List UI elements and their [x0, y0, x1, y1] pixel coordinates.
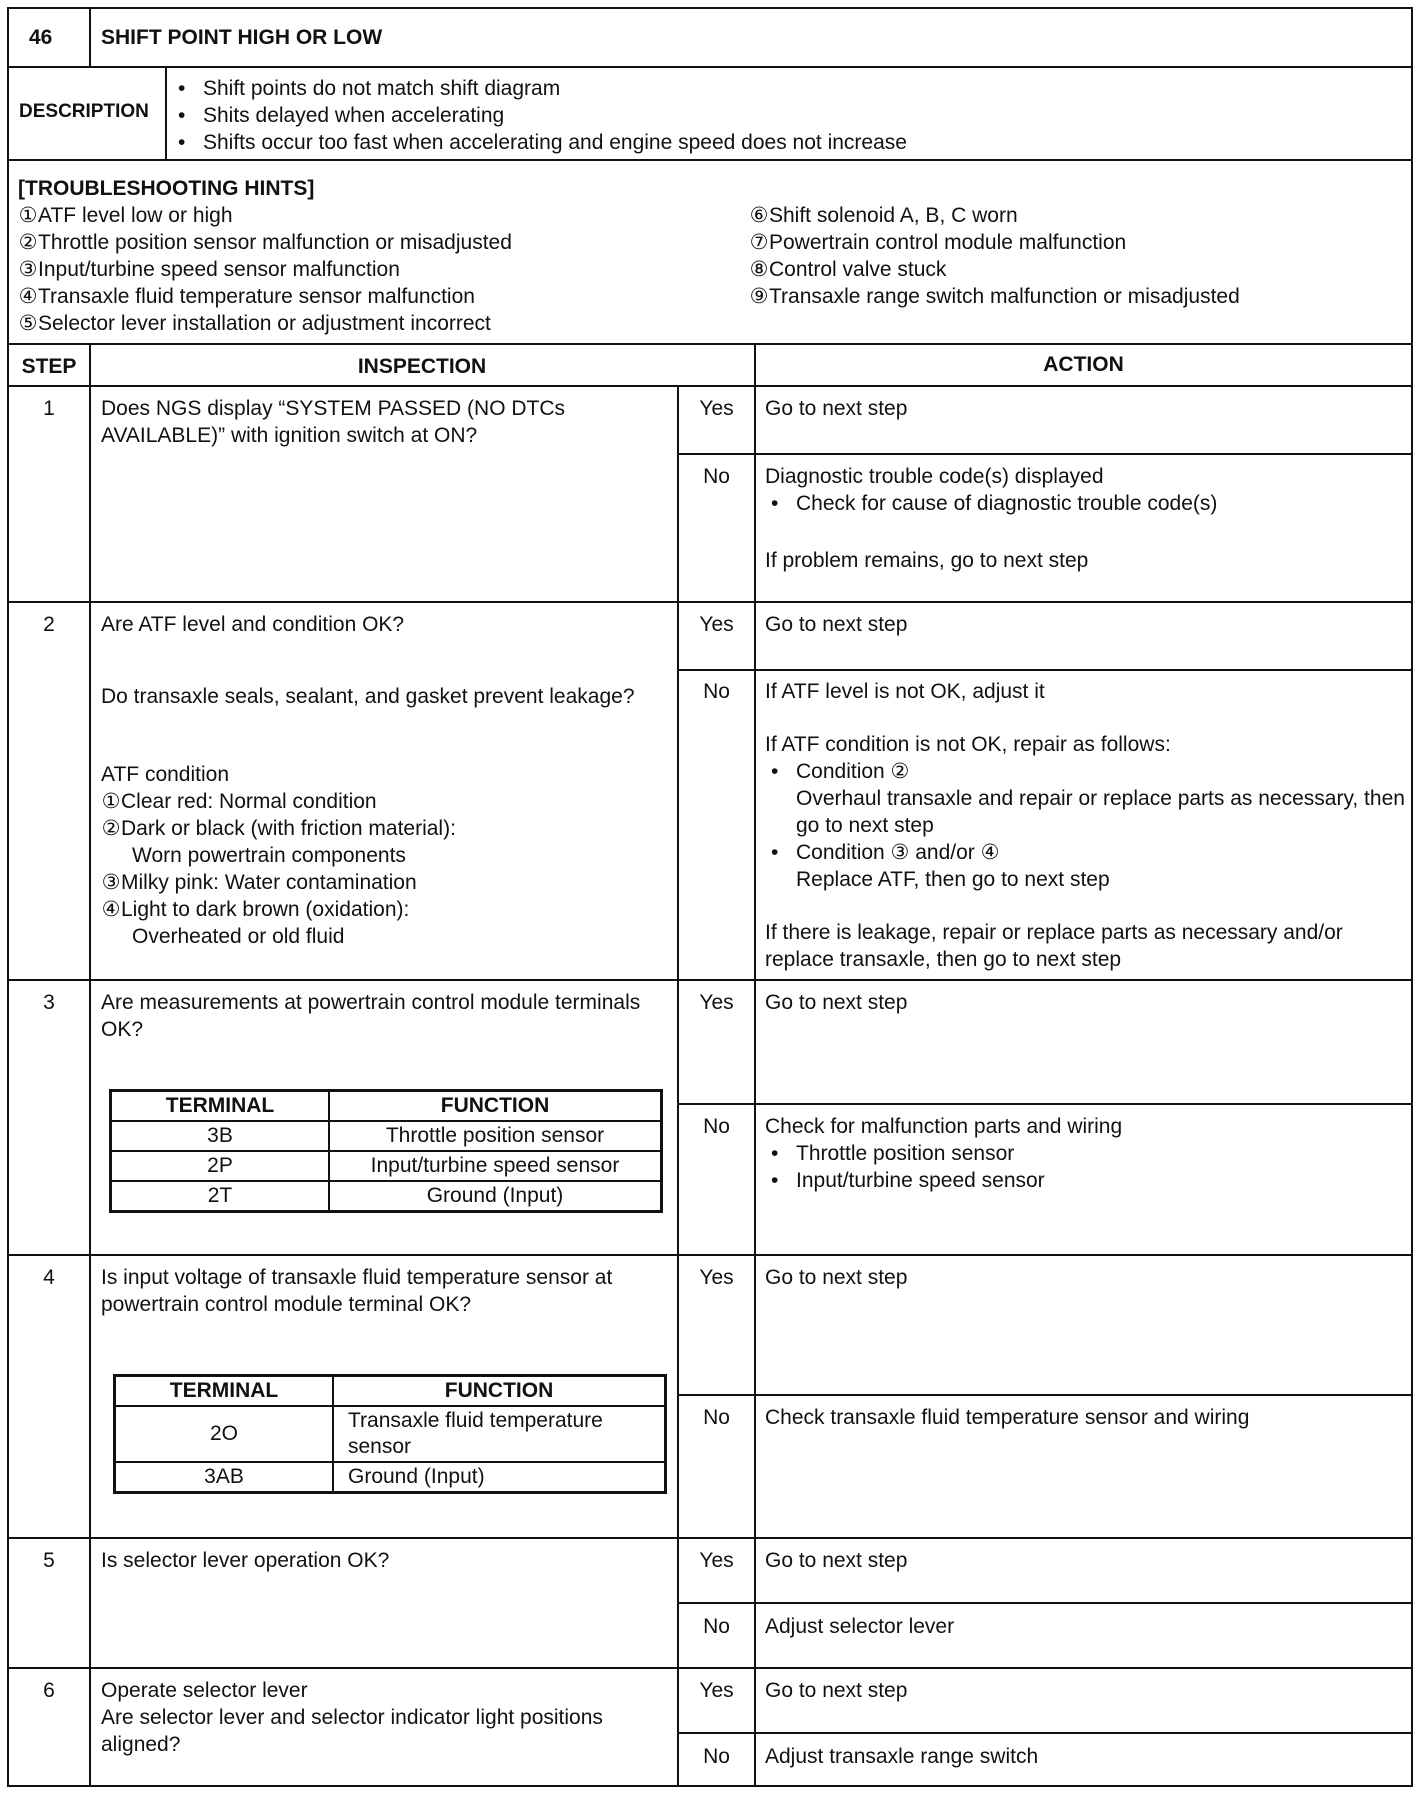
table-row: 3AB Ground (Input): [115, 1462, 666, 1493]
description-item: • Shifts occur too fast when accelerating and engine speed does not increase: [172, 129, 1372, 156]
terminal-table: [113, 1374, 667, 1494]
step-number: 5: [43, 1549, 55, 1572]
header-row: [9, 9, 1411, 68]
step-number: 4: [43, 1266, 55, 1289]
step-2-row: [9, 603, 1411, 981]
atf-condition-list: ATF condition ①Clear red: Normal condition ②Dark or black (with friction material): Worn powertrain components ③Milky pink: Water contamination ④Light to dark brown (oxidation): Overheated or old fluid: [101, 763, 456, 948]
no-action: Check for malfunction parts and wiring • Throttle position sensor • Input/turbine speed sensor: [765, 1113, 1405, 1194]
step-number: 3: [43, 991, 55, 1014]
yes-action: Go to next step: [765, 1549, 908, 1572]
step-4-row: [9, 1256, 1411, 1539]
description-item: • Shits delayed when accelerating: [172, 102, 1372, 129]
procedure-number: 46: [29, 26, 53, 49]
hints-row: [9, 161, 1411, 345]
troubleshooting-document: [7, 7, 1413, 1787]
hint-item: ⑧Control valve stuck: [749, 258, 947, 281]
inspection-text: Does NGS display “SYSTEM PASSED (NO DTCs AVAILABLE)” with ignition switch at ON?: [101, 397, 566, 447]
no-label: No: [703, 680, 730, 703]
yes-action: Go to next step: [765, 1679, 908, 1702]
step-number: 2: [43, 613, 55, 636]
hints-right-list: [749, 202, 1240, 310]
inspection-text: Is input voltage of transaxle fluid temperature sensor at powertrain control module terminal OK?: [101, 1266, 613, 1316]
step-5-row: [9, 1539, 1411, 1669]
terminal-header: TERMINAL: [115, 1376, 334, 1407]
step-6-row: [9, 1669, 1411, 1785]
hint-item: ①ATF level low or high: [18, 204, 233, 227]
no-action: Adjust selector lever: [765, 1615, 955, 1638]
hint-item: ⑦Powertrain control module malfunction: [749, 231, 1127, 254]
hint-item: ②Throttle position sensor malfunction or misadjusted: [18, 231, 512, 254]
inspection-text: Are ATF level and condition OK?: [101, 613, 405, 636]
inspection-text: Are measurements at powertrain control module terminals OK?: [101, 991, 641, 1041]
hint-item: ④Transaxle fluid temperature sensor malfunction: [18, 285, 475, 308]
hint-item: ⑤Selector lever installation or adjustment incorrect: [18, 312, 491, 335]
description-label: DESCRIPTION: [19, 101, 149, 122]
column-step: STEP: [21, 355, 77, 378]
no-action: Adjust transaxle range switch: [765, 1745, 1039, 1768]
terminal-table: [109, 1089, 663, 1213]
table-row: 2P Input/turbine speed sensor: [111, 1151, 662, 1181]
no-label: No: [703, 1115, 730, 1138]
hint-item: ⑨Transaxle range switch malfunction or misadjusted: [749, 285, 1240, 308]
hints-title: [TROUBLESHOOTING HINTS]: [18, 177, 315, 200]
table-row: 2O Transaxle fluid temperature sensor: [115, 1406, 666, 1462]
no-label: No: [703, 1745, 730, 1768]
table-row: 3B Throttle position sensor: [111, 1121, 662, 1151]
no-label: No: [703, 1615, 730, 1638]
no-action: Check transaxle fluid temperature sensor and wiring: [765, 1406, 1250, 1429]
no-label: No: [703, 465, 730, 488]
hint-item: ③Input/turbine speed sensor malfunction: [18, 258, 400, 281]
step-number: 6: [43, 1679, 55, 1702]
yes-action: Go to next step: [765, 1266, 908, 1289]
column-header-row: [9, 345, 1411, 387]
yes-label: Yes: [699, 1549, 734, 1572]
inspection-text: Do transaxle seals, sealant, and gasket prevent leakage?: [101, 685, 635, 708]
terminal-header: TERMINAL: [111, 1091, 330, 1122]
table-row: 2T Ground (Input): [111, 1181, 662, 1212]
description-item: • Shift points do not match shift diagram: [172, 75, 1372, 102]
yes-label: Yes: [699, 613, 734, 636]
description-list: [172, 75, 1372, 156]
yes-action: Go to next step: [765, 613, 908, 636]
yes-label: Yes: [699, 397, 734, 420]
yes-label: Yes: [699, 991, 734, 1014]
column-action: ACTION: [1043, 353, 1124, 376]
column-inspection: INSPECTION: [357, 355, 487, 378]
inspection-text: Is selector lever operation OK?: [101, 1549, 390, 1572]
yes-label: Yes: [699, 1679, 734, 1702]
step-1-row: [9, 387, 1411, 603]
function-header: FUNCTION: [333, 1376, 666, 1407]
step-3-row: [9, 981, 1411, 1256]
step-number: 1: [43, 397, 55, 420]
description-row: [9, 68, 1411, 161]
function-header: FUNCTION: [329, 1091, 662, 1122]
page-title: SHIFT POINT HIGH OR LOW: [101, 26, 383, 49]
inspection-text: Operate selector lever Are selector lever and selector indicator light positions aligned?: [101, 1679, 603, 1756]
hints-left-list: [18, 202, 512, 337]
yes-action: Go to next step: [765, 397, 908, 420]
no-label: No: [703, 1406, 730, 1429]
hint-item: ⑥Shift solenoid A, B, C worn: [749, 204, 1018, 227]
yes-action: Go to next step: [765, 991, 908, 1014]
yes-label: Yes: [699, 1266, 734, 1289]
no-action: Diagnostic trouble code(s) displayed • Check for cause of diagnostic trouble code(s) If problem remains, go to next step: [765, 463, 1405, 574]
no-action: If ATF level is not OK, adjust it If ATF condition is not OK, repair as follows: • Condition ② Overhaul transaxle and repair or replace parts as necessary, then go to next step • Condition ③ and/or ④ Replace ATF, then go to next step If there is leakage, repair or replace parts as necessary and/or replace transaxle, then go to next step: [765, 678, 1405, 973]
